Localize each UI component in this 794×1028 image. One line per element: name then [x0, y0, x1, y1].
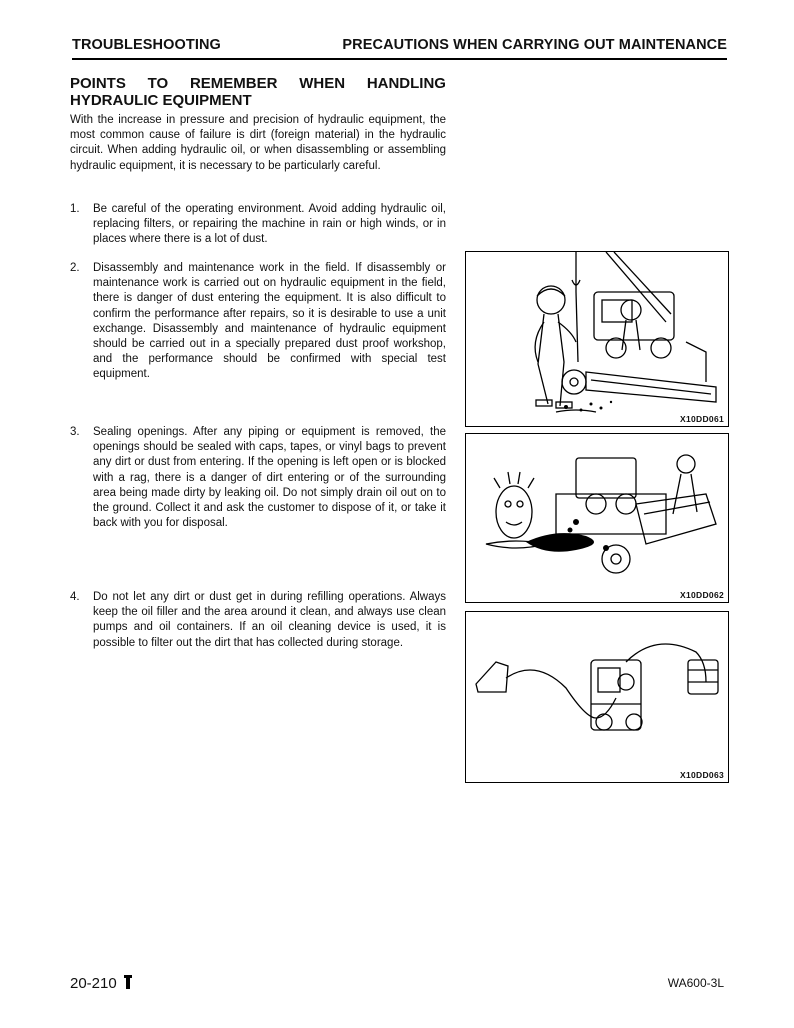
item-text: Be careful of the operating environment. Avoid adding hydraulic oil, replacing filters, or repairing the machine in rain or high winds, or in places where there is a lot of dust. — [93, 203, 446, 246]
header-section-title: TROUBLESHOOTING — [72, 37, 221, 53]
item-number: 3. — [70, 426, 80, 438]
title-word: REMEMBER — [189, 75, 278, 92]
section-title-line1 — [70, 75, 446, 92]
figure-code: X10DD062 — [680, 590, 724, 600]
revision-mark-icon — [123, 974, 133, 994]
oil-spill-illustration-icon — [466, 434, 728, 602]
item-text: Do not let any dirt or dust get in during refilling operations. Always keep the oil filler and the area around it clean, and always use clean pumps and oil containers. If an oil cleaning device is used, it is possible to filter out the dirt that has collected during storage. — [93, 591, 446, 649]
title-word: HANDLING — [366, 75, 446, 92]
list-item — [70, 425, 446, 531]
item-number: 4. — [70, 591, 80, 603]
item-text: Disassembly and maintenance work in the field. If disassembly or maintenance work is carried out on hydraulic equipment in the field, there is danger of dust entering the equipment. It is also difficult to confirm the performance after repairs, so it is desirable to use a unit exchange. Disassembly and maintenance of hydraulic equipment should be carried out in a specially prepared dust proof workshop, and the performance should be confirmed with special test equipment. — [93, 262, 446, 381]
title-word: TO — [147, 75, 169, 92]
item-number: 1. — [70, 203, 80, 215]
figure-code: X10DD061 — [680, 414, 724, 424]
page-header — [72, 36, 727, 60]
page-number — [70, 974, 133, 994]
title-word: POINTS — [70, 75, 126, 92]
figure-code: X10DD063 — [680, 770, 724, 780]
section-title-line2: HYDRAULIC EQUIPMENT — [70, 92, 252, 109]
list-item — [70, 261, 446, 383]
title-word: WHEN — [299, 75, 346, 92]
item-text: Sealing openings. After any piping or equipment is removed, the openings should be sealed with caps, tapes, or vinyl bags to prevent any dirt or dust from entering. If the opening is left open or is blocked with a rag, there is a danger of dirt entering or of the surrounding area being made dirty by leaking oil. Do not simply drain oil out on to the ground. Collect it and ask the customer to dispose of it, or take it back with you for disposal. — [93, 426, 446, 530]
list-item — [70, 202, 446, 248]
item-number: 2. — [70, 262, 80, 274]
section-title — [70, 75, 446, 109]
field-repair-illustration-icon — [466, 252, 728, 426]
model-number: WA600-3L — [667, 976, 724, 990]
header-chapter-title: PRECAUTIONS WHEN CARRYING OUT MAINTENANCE — [342, 37, 727, 53]
figure-oil-spill — [465, 433, 729, 603]
figure-field-repair — [465, 251, 729, 427]
page-number-text: 20-210 — [70, 974, 117, 992]
intro-paragraph: With the increase in pressure and precision of hydraulic equipment, the most common cause of failure is dirt (foreign material) in the hydraulic circuit. When adding hydraulic oil, or when disassembling or assembling hydraulic equipment, it is necessary to be particularly careful. — [70, 114, 446, 172]
oil-cleaning-device-illustration-icon — [466, 612, 728, 782]
figure-oil-cleaning — [465, 611, 729, 783]
list-item — [70, 590, 446, 651]
